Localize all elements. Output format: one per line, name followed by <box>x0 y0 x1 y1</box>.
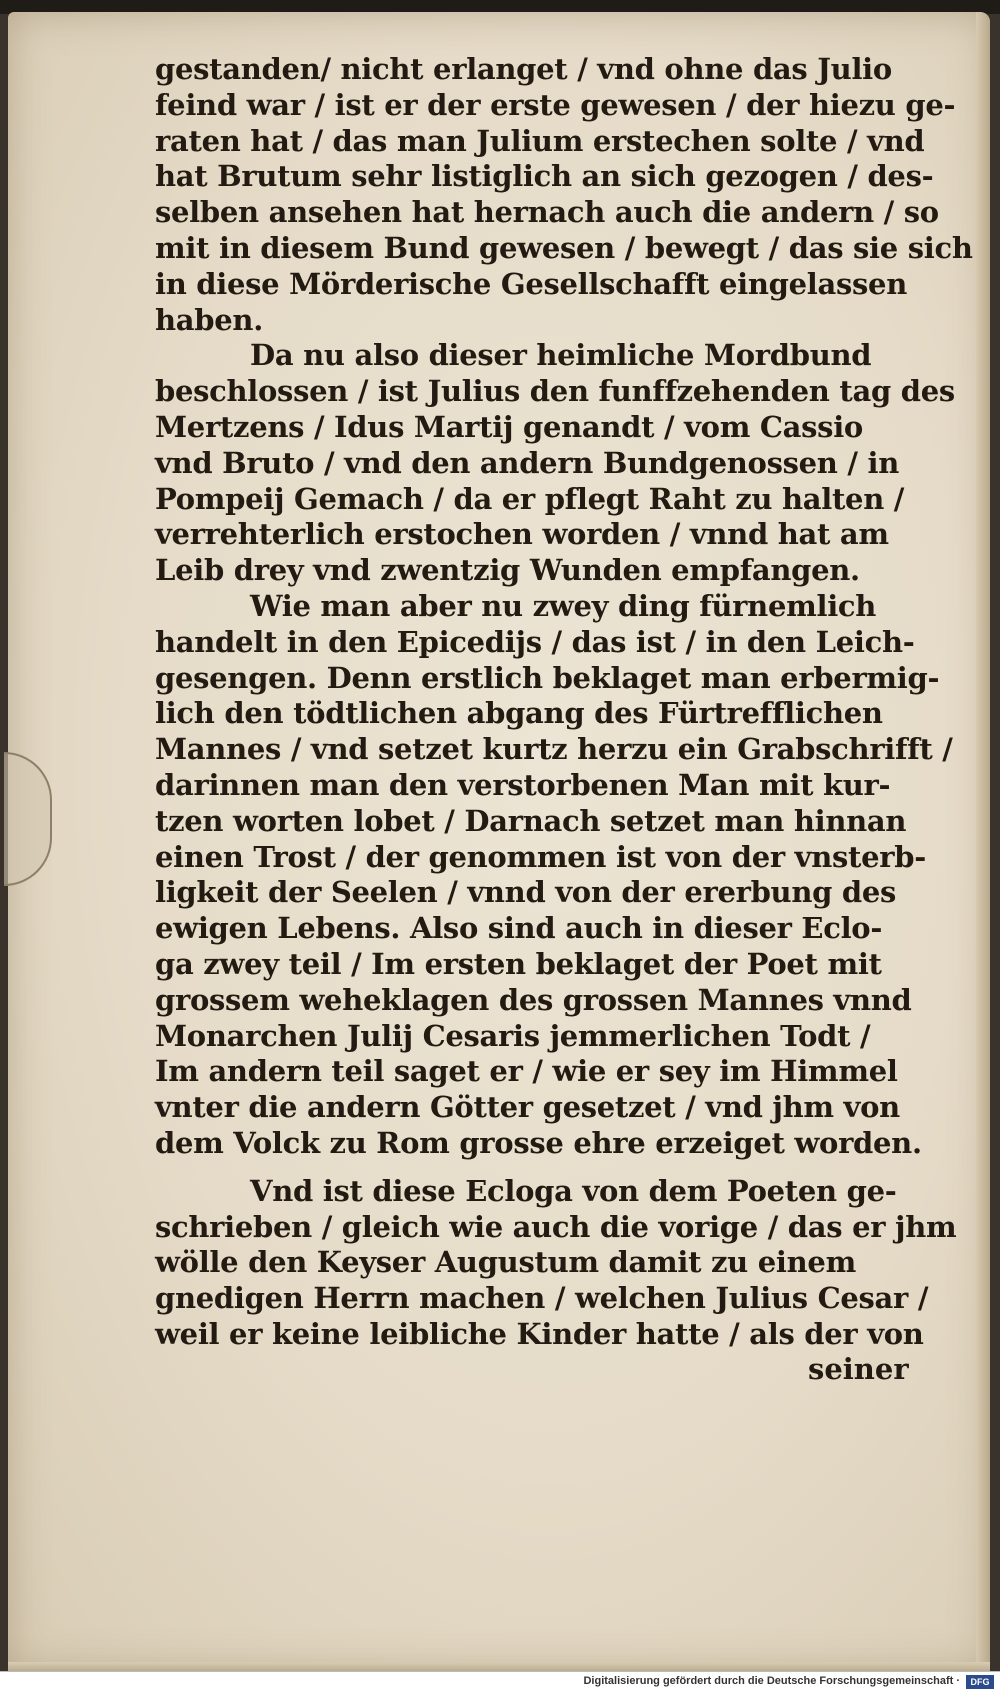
text-line: gesengen. Denn erstlich beklaget man erbermig- <box>155 660 940 695</box>
catchword: seiner <box>808 1352 909 1386</box>
text-line: wölle den Keyser Augustum damit zu einem <box>155 1245 856 1280</box>
text-line: Pompeij Gemach / da er pflegt Raht zu halten / <box>155 481 905 516</box>
text-line: dem Volck zu Rom grosse ehre erzeiget worden. <box>155 1125 922 1160</box>
text-line: mit in diesem Bund gewesen / bewegt / das sie sich <box>155 230 973 265</box>
paragraph-start-line: Vnd ist diese Ecloga von dem Poeten ge- <box>250 1173 897 1208</box>
text-line: grossem weheklagen des grossen Mannes vnnd <box>155 982 912 1017</box>
text-line: Im andern teil saget er / wie er sey im Himmel <box>155 1054 898 1089</box>
text-line: gnedigen Herrn machen / welchen Julius Cesar / <box>155 1281 929 1316</box>
paragraph-start-line: Wie man aber nu zwey ding fürnemlich <box>250 588 877 623</box>
text-line: beschlossen / ist Julius den funffzehenden tag des <box>155 374 955 409</box>
text-line: Monarchen Julij Cesaris jemmerlichen Todt / <box>155 1018 871 1053</box>
text-line: selben ansehen hat hernach auch die andern / so <box>155 195 939 230</box>
text-line: tzen worten lobet / Darnach setzet man hinnan <box>155 803 907 838</box>
text-line: in diese Mörderische Gesellschafft eingelassen <box>155 266 907 301</box>
text-line: schrieben / gleich wie auch die vorige / das er jhm <box>155 1209 957 1244</box>
text-line: verrehterlich erstochen worden / vnnd hat am <box>155 517 889 552</box>
text-line: darinnen man den verstorbenen Man mit kur- <box>155 767 891 802</box>
text-line: haben. <box>155 302 263 337</box>
text-line: feind war / ist er der erste gewesen / der hiezu ge- <box>155 87 956 122</box>
text-line: Mertzens / Idus Martij genandt / vom Cassio <box>155 409 863 444</box>
text-line: vnd Bruto / vnd den andern Bundgenossen / in <box>155 445 899 480</box>
page-fore-edge <box>976 12 990 1672</box>
clasp-mark <box>4 752 52 886</box>
body-text <box>155 52 973 1353</box>
text-line: ligkeit der Seelen / vnnd von der ererbung des <box>155 875 897 910</box>
text-line: handelt in den Epicedijs / das ist / in den Leich- <box>155 624 915 659</box>
text-line: ga zwey teil / Im ersten beklaget der Poet mit <box>155 946 882 981</box>
text-line: einen Trost / der genommen ist von der vnsterb- <box>155 839 926 874</box>
text-line: weil er keine leibliche Kinder hatte / als der von <box>155 1316 924 1351</box>
funding-credit: Digitalisierung gefördert durch die Deutsche Forschungsgemeinschaft · <box>583 1675 960 1687</box>
text-line: hat Brutum sehr listiglich an sich gezogen / des- <box>155 159 934 194</box>
text-line: Leib drey vnd zwentzig Wunden empfangen. <box>155 553 860 588</box>
text-line: vnter die andern Götter gesetzet / vnd jhm von <box>155 1090 900 1125</box>
text-line: raten hat / das man Julium erstechen solte / vnd <box>155 123 925 158</box>
paragraph-start-line: Da nu also dieser heimliche Mordbund <box>250 338 872 373</box>
text-line: lich den tödtlichen abgang des Fürtrefflichen <box>155 696 883 731</box>
dfg-logo-icon: DFG <box>966 1675 994 1689</box>
text-line: Mannes / vnd setzet kurtz herzu ein Grabschrifft / <box>155 732 953 767</box>
text-line: ewigen Lebens. Also sind auch in dieser Eclo- <box>155 911 883 946</box>
text-line: gestanden/ nicht erlanget / vnd ohne das Julio <box>155 52 892 86</box>
funding-footer <box>0 1671 1000 1693</box>
